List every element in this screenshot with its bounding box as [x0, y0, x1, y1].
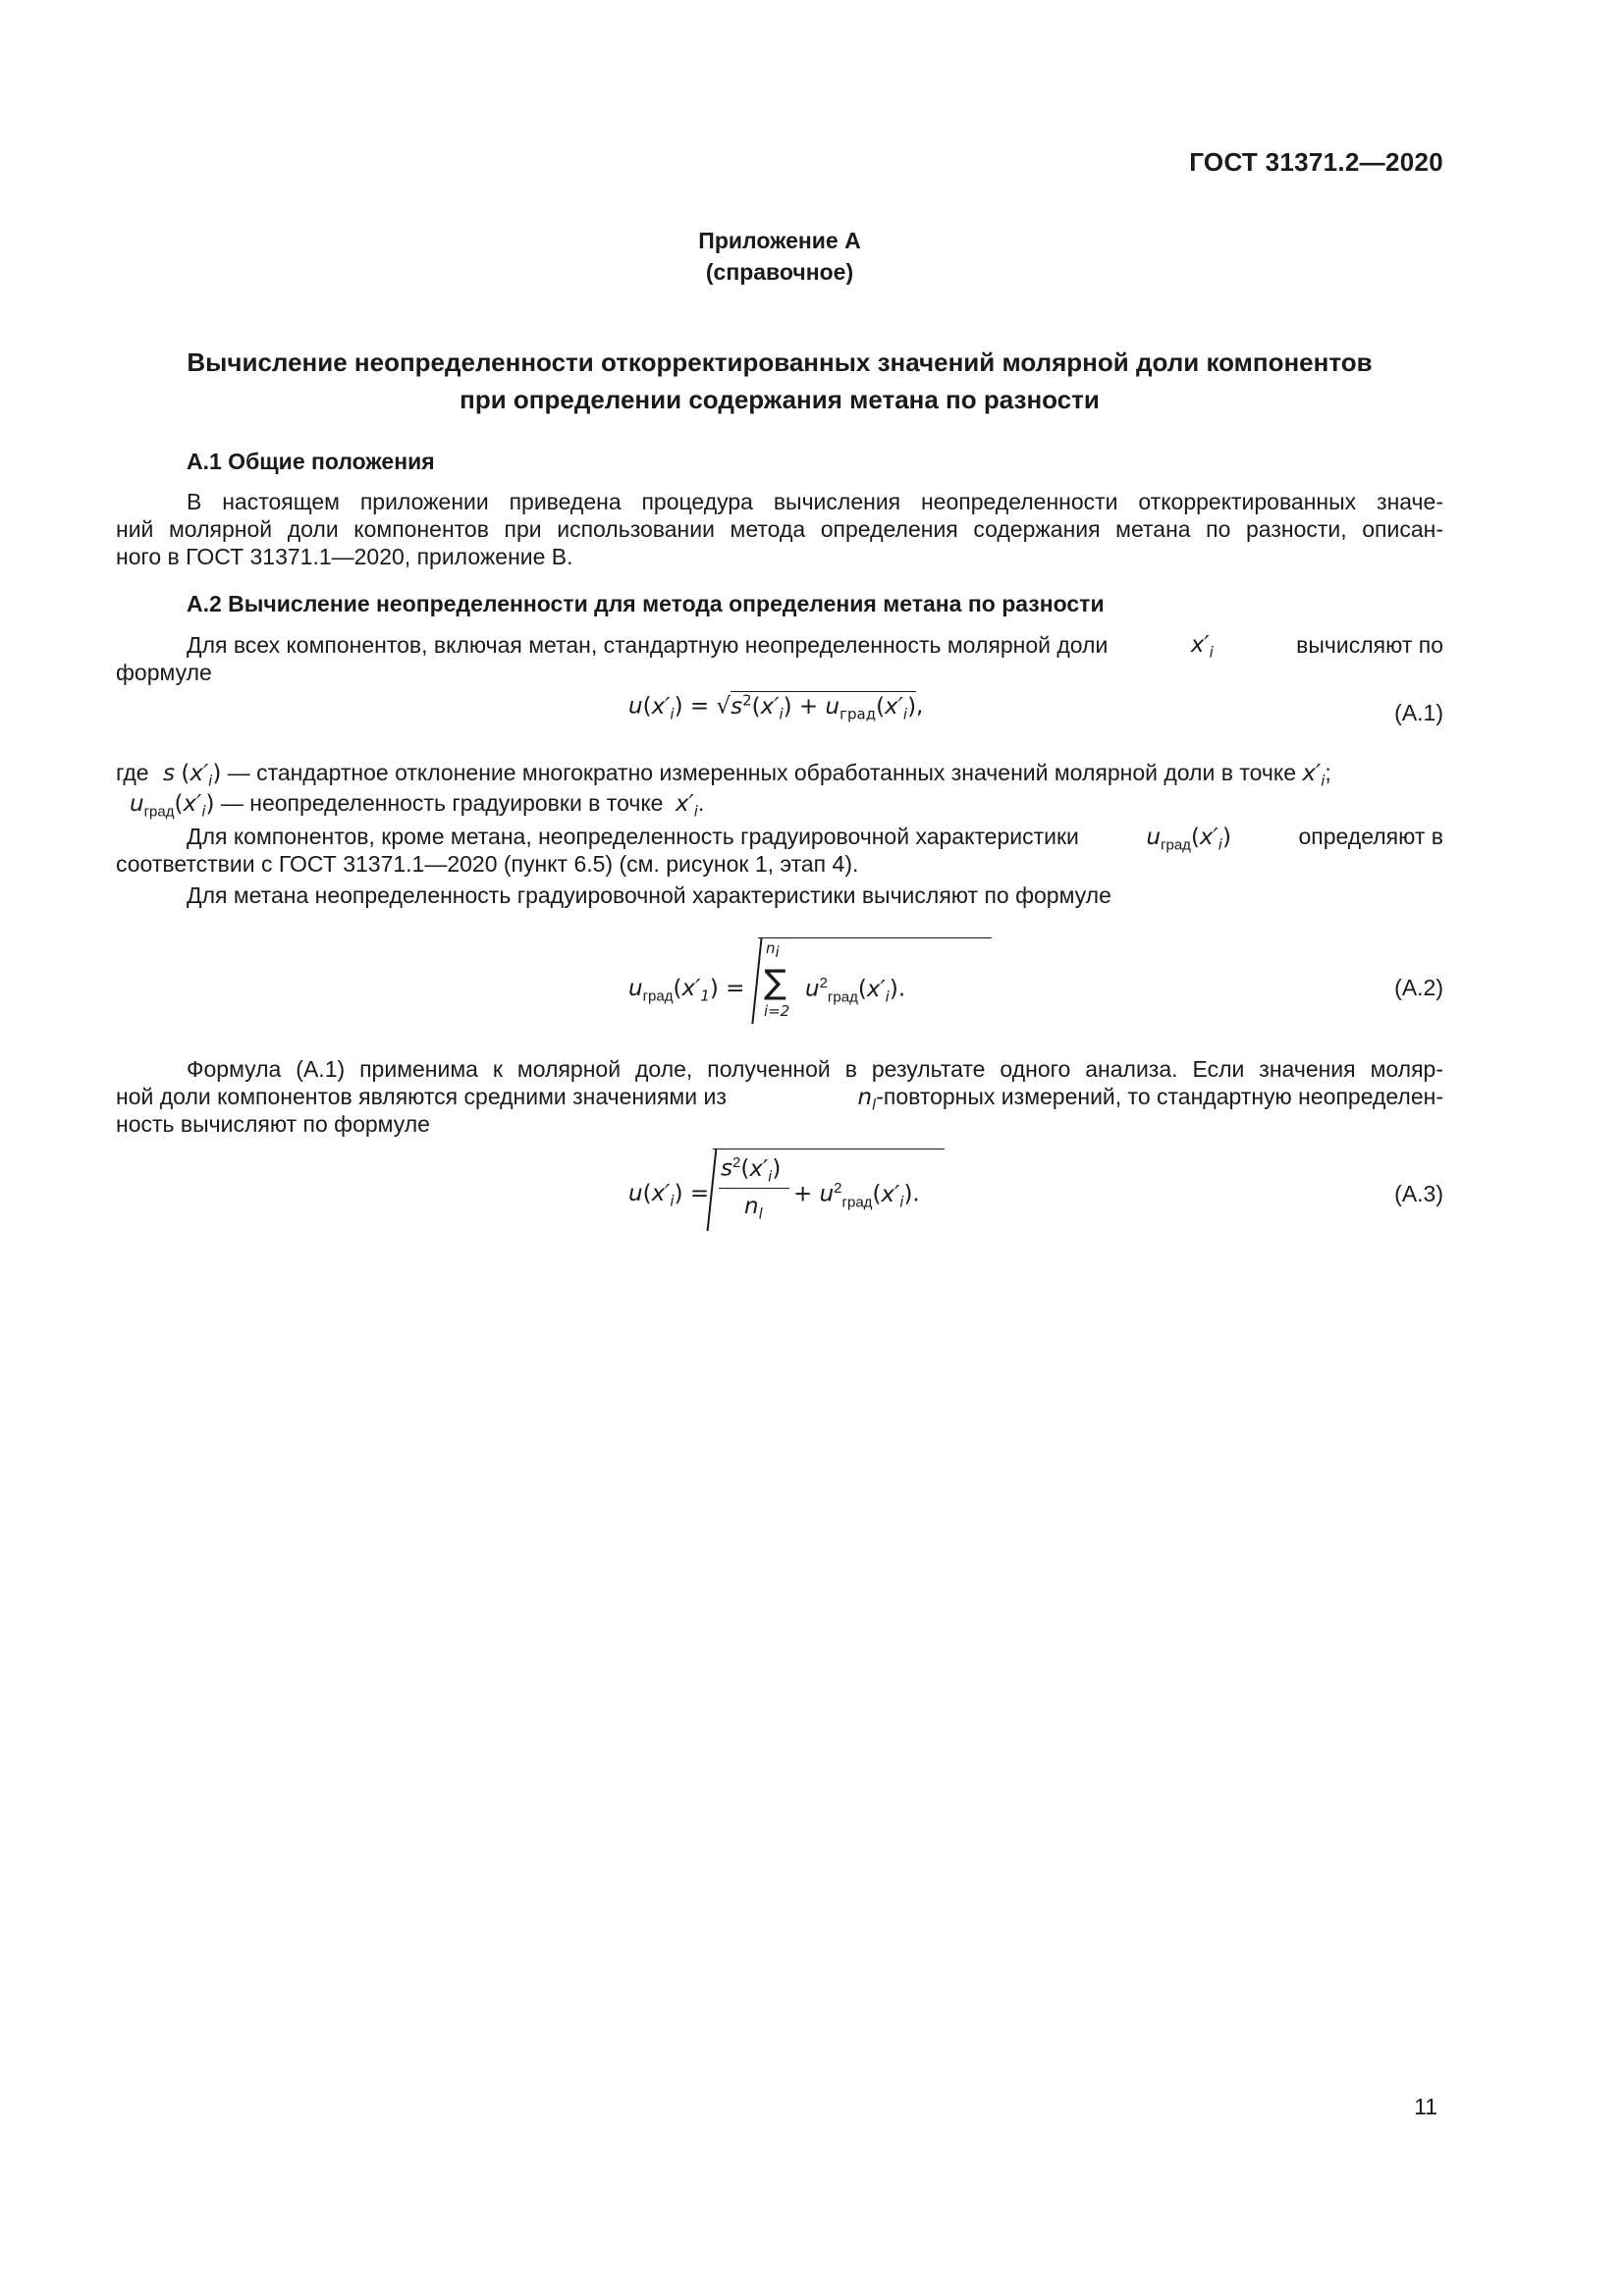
symbol-xi-prime: $x'_i$: [1190, 632, 1214, 662]
paragraph-4-line-3: ность вычисляют по формуле: [116, 1111, 430, 1137]
where-line-1: где s $(x'_i)$ — стандартное отклонение многократно измеренных обработанных значений молярной доли в точке $x'_i$;: [116, 760, 1331, 790]
sum-lower-limit: i=2: [764, 1002, 790, 1020]
paragraph-1-line-2: формуле: [116, 660, 212, 685]
section-a2-heading: А.2 Вычисление неопределенности для метода определения метана по разности: [187, 591, 1105, 616]
equation-a3-number: (А.3): [1394, 1181, 1443, 1206]
equation-a2-number: (А.2): [1394, 975, 1443, 1000]
where-line-1-text: — стандартное отклонение многократно измеренных обработанных значений молярной доли в точке: [227, 760, 1296, 785]
section-a1-line-3: ного в ГОСТ 31371.1—2020, приложение В.: [116, 544, 573, 569]
document-title-line-1: Вычисление неопределенности откорректированных значений молярной доли компонентов: [187, 347, 1373, 377]
paragraph-1-text-b: вычисляют по: [1296, 632, 1443, 658]
appendix-subtitle: (справочное): [705, 259, 854, 285]
paragraph-2-line-2: соответствии с ГОСТ 31371.1—2020 (пункт 6.5) (см. рисунок 1, этап 4).: [116, 851, 859, 877]
paragraph-2-line-1: Для компонентов, кроме метана, неопределенность градуировочной характеристики $u_{град}(x'_i)$ определяют в: [187, 824, 1443, 854]
section-a1-line-2: ний молярной доли компонентов при использовании метода определения содержания метана по разности, описан-: [116, 516, 1443, 542]
equation-a1-number: (А.1): [1394, 700, 1443, 725]
page-number: 11: [1414, 2094, 1437, 2119]
grad-subscript: град: [839, 705, 877, 723]
section-a1-line-1: В настоящем приложении приведена процедура вычисления неопределенности откорректированных значе-: [187, 489, 1443, 514]
appendix-title: Приложение А: [698, 228, 861, 253]
paragraph-4-line-2: ной доли компонентов являются средними значениями из $n_l$-повторных измерений, то стандартную неопределен-: [116, 1084, 1443, 1114]
paragraph-4-line-1: Формула (А.1) применима к молярной доле, полученной в результате одного анализа. Если значения моляр-: [187, 1056, 1443, 1082]
section-a1-heading: А.1 Общие положения: [187, 449, 435, 474]
standard-header: ГОСТ 31371.2—2020: [1189, 147, 1443, 177]
paragraph-3: Для метана неопределенность градуировочной характеристики вычисляют по формуле: [187, 882, 1111, 908]
where-line-2-text: — неопределенность градуировки в точке: [220, 790, 664, 816]
paragraph-1-text-a: Для всех компонентов, включая метан, стандартную неопределенность молярной доли: [187, 632, 1109, 658]
document-title-line-2: при определении содержания метана по разности: [460, 385, 1100, 414]
equation-a1: $u(x'_i) = √s^2(x'_i) + u_{град}(x'_i)$,: [628, 691, 924, 723]
where-line-2: $u_{град}(x'_i)$ — неопределенность градуировки в точке $x'_i$.: [130, 790, 705, 821]
